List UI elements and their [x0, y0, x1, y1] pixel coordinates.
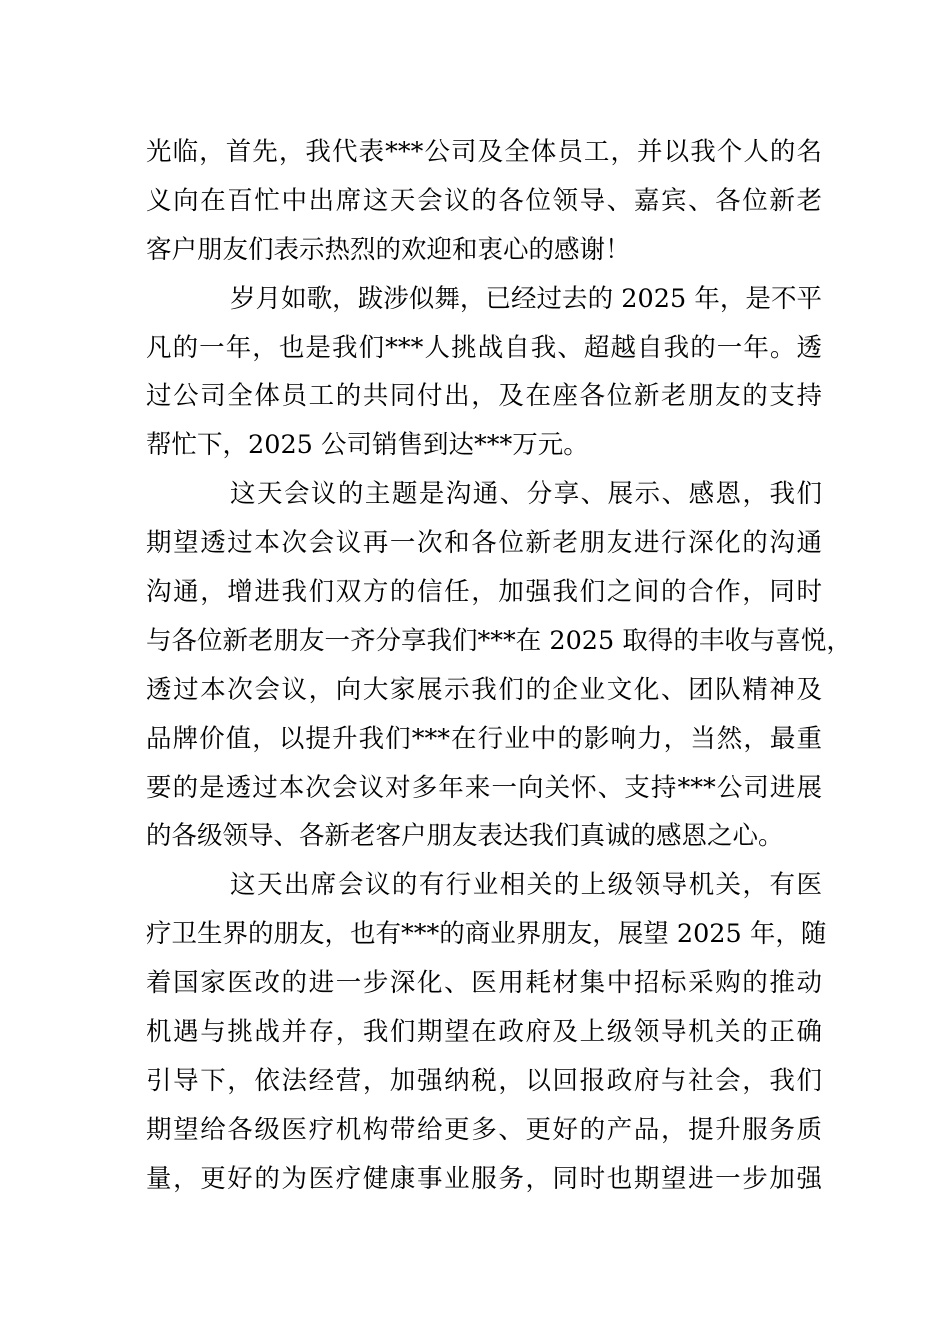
- text-line: 这天出席会议的有行业相关的上级领导机关，有医: [230, 870, 822, 901]
- paragraph-1: [146, 128, 822, 275]
- text-line: 岁月如歌，跋涉似舞，已经过去的 2025 年，是不平: [230, 283, 822, 314]
- text-line: 的各级领导、各新老客户朋友表达我们真诚的感恩之心。: [146, 821, 784, 852]
- body-text: [146, 128, 852, 1204]
- text-line: 过公司全体员工的共同付出，及在座各位新老朋友的支持: [146, 381, 822, 412]
- text-line: 疗卫生界的朋友，也有***的商业界朋友，展望 2025 年，随: [146, 919, 827, 950]
- text-line: 机遇与挑战并存，我们期望在政府及上级领导机关的正确: [146, 1017, 822, 1048]
- text-line: 凡的一年，也是我们***人挑战自我、超越自我的一年。透: [146, 332, 822, 363]
- text-line: 客户朋友们表示热烈的欢迎和衷心的感谢！: [146, 234, 631, 265]
- text-line: 这天会议的主题是沟通、分享、展示、感恩，我们: [230, 479, 822, 510]
- text-line: 量，更好的为医疗健康事业服务，同时也期望进一步加强: [146, 1163, 822, 1194]
- text-line: 要的是透过本次会议对多年来一向关怀、支持***公司进展: [146, 772, 822, 803]
- text-line: 透过本次会议，向大家展示我们的企业文化、团队精神及: [146, 674, 822, 705]
- text-line: 义向在百忙中出席这天会议的各位领导、嘉宾、各位新老: [146, 185, 822, 216]
- text-line: 期望给各级医疗机构带给更多、更好的产品，提升服务质: [146, 1114, 822, 1145]
- text-line: 帮忙下，2025 公司销售到达***万元。: [146, 430, 589, 461]
- text-line: 品牌价值，以提升我们***在行业中的影响力，当然，最重: [146, 723, 822, 754]
- text-line: 引导下，依法经营，加强纳税，以回报政府与社会，我们: [146, 1065, 822, 1096]
- text-line: 光临，首先，我代表***公司及全体员工，并以我个人的名: [146, 137, 822, 167]
- paragraph-4: [146, 861, 827, 1203]
- text-line: 期望透过本次会议再一次和各位新老朋友进行深化的沟通: [146, 528, 822, 559]
- paragraph-3: [146, 470, 852, 861]
- text-line: 沟通，增进我们双方的信任，加强我们之间的合作，同时: [146, 577, 822, 608]
- paragraph-2: [146, 275, 822, 471]
- text-line: 与各位新老朋友一齐分享我们***在 2025 取得的丰收与喜悦，: [146, 625, 852, 656]
- text-line: 着国家医改的进一步深化、医用耗材集中招标采购的推动: [146, 968, 822, 999]
